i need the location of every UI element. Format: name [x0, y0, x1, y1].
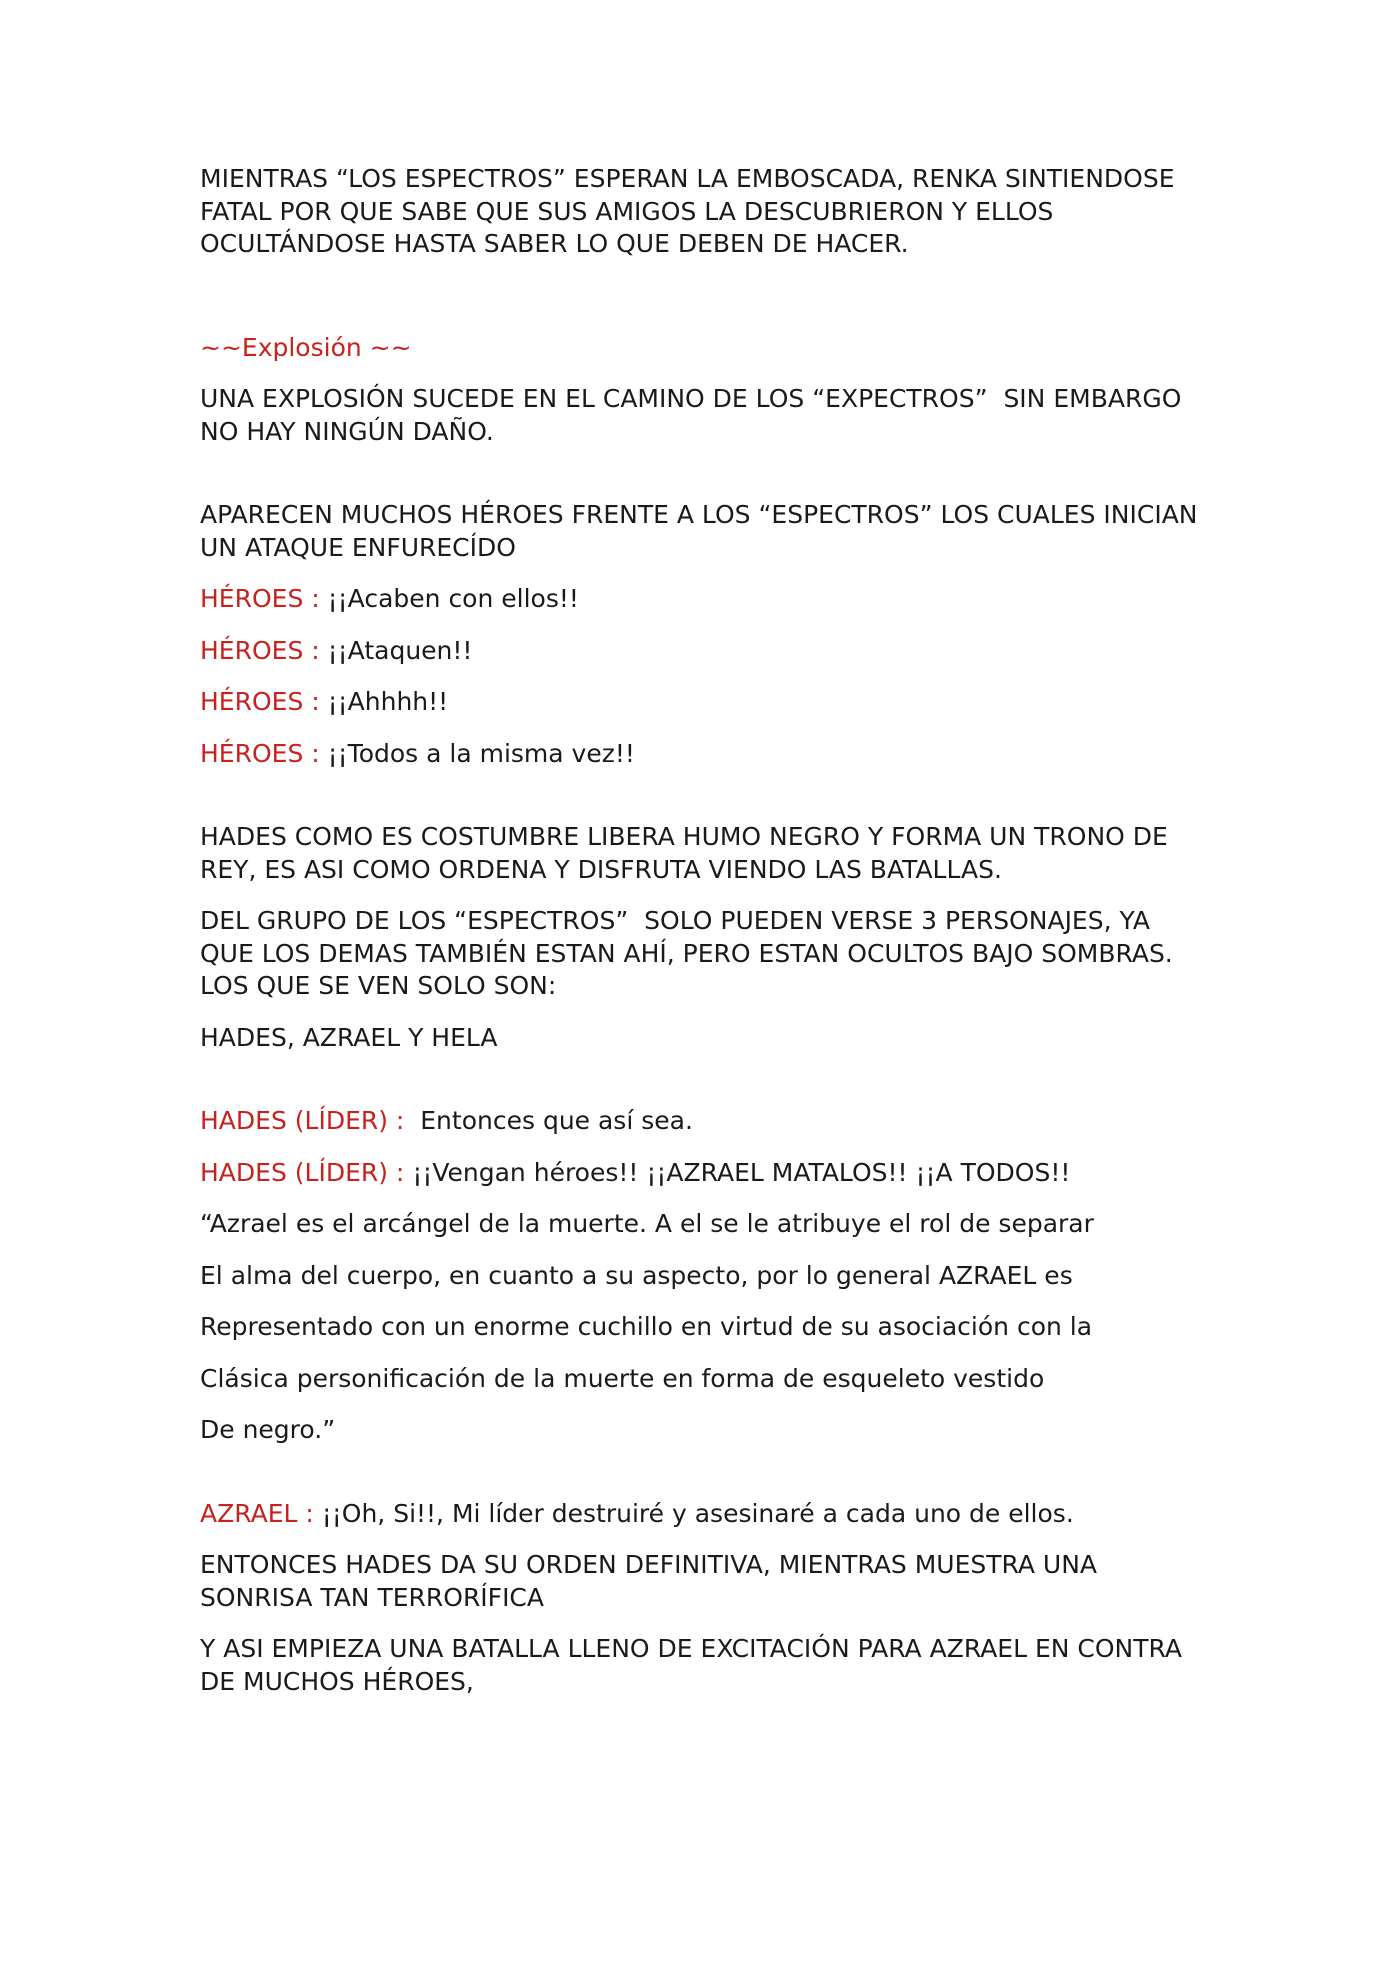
quote-line: De negro.”: [200, 1415, 336, 1444]
document-page: [200, 163, 1206, 1717]
quote-line: El alma del cuerpo, en cuanto a su aspecto, por lo general AZRAEL es: [200, 1260, 1073, 1290]
dialogue-text: ¡¡Ataquen!!: [327, 635, 473, 665]
dialogue-line: [200, 1157, 1200, 1190]
dialogue-line: [200, 583, 1200, 616]
dialogue-text: ¡¡Acaben con ellos!!: [327, 584, 579, 613]
dialogue-text: ¡¡Todos a la misma vez!!: [327, 738, 635, 768]
speaker-label: HÉROES :: [200, 738, 328, 768]
speaker-label: AZRAEL :: [200, 1498, 322, 1528]
explosion-paragraph: UNA EXPLOSIÓN SUCEDE EN EL CAMINO DE LOS “EXPECTROS” SIN EMBARGO NO HAY NINGÚN DAÑO.: [200, 384, 1190, 446]
dialogue-text: ¡¡Oh, Si!!, Mi líder destruiré y asesinaré a cada uno de ellos.: [321, 1498, 1074, 1528]
hades-throne-paragraph: HADES COMO ES COSTUMBRE LIBERA HUMO NEGRO Y FORMA UN TRONO DE REY, ES ASI COMO ORDENA Y DISFRUTA VIENDO LAS BATALLAS.: [200, 822, 1176, 884]
dialogue-text: ¡¡Ahhhh!!: [327, 687, 449, 716]
quote-line: Clásica personificación de la muerte en forma de esqueleto vestido: [200, 1363, 1045, 1393]
speaker-label: HÉROES :: [200, 635, 328, 665]
quote-line: “Azrael es el arcángel de la muerte. A el se le atribuye el rol de separar: [200, 1209, 1094, 1238]
dialogue-line: [200, 635, 1200, 668]
heroes-appear-paragraph: APARECEN MUCHOS HÉROES FRENTE A LOS “ESPECTROS” LOS CUALES INICIAN UN ATAQUE ENFURECÍDO: [200, 500, 1206, 562]
speaker-label: HADES (LÍDER) :: [200, 1106, 421, 1135]
speaker-label: HADES (LÍDER) :: [200, 1157, 413, 1187]
dialogue-line: [200, 738, 1200, 771]
intro-paragraph: MIENTRAS “LOS ESPECTROS” ESPERAN LA EMBOSCADA, RENKA SINTIENDOSE FATAL POR QUE SABE QUE SUS AMIGOS LA DESCUBRIERON Y ELLOS OCULTÁNDOSE HASTA SABER LO QUE DEBEN DE HACER.: [200, 164, 1183, 258]
dialogue-line: [200, 686, 1200, 719]
group-visible-paragraph: DEL GRUPO DE LOS “ESPECTROS” SOLO PUEDEN VERSE 3 PERSONAJES, YA QUE LOS DEMAS TAMBIÉN ESTAN AHÍ, PERO ESTAN OCULTOS BAJO SOMBRAS. LOS QUE SE VEN SOLO SON:: [200, 906, 1181, 1000]
dialogue-text: ¡¡Vengan héroes!! ¡¡AZRAEL MATALOS!! ¡¡A TODOS!!: [412, 1157, 1071, 1187]
dialogue-line: [200, 1105, 1200, 1138]
dialogue-text: Entonces que así sea.: [420, 1106, 693, 1135]
sound-effect: ~~Explosión ~~: [200, 332, 412, 362]
quote-line: Representado con un enorme cuchillo en virtud de su asociación con la: [200, 1312, 1093, 1341]
speaker-label: HÉROES :: [200, 687, 328, 716]
battle-begins-paragraph: Y ASI EMPIEZA UNA BATALLA LLENO DE EXCITACIÓN PARA AZRAEL EN CONTRA DE MUCHOS HÉROES,: [200, 1634, 1190, 1696]
dialogue-line: [200, 1498, 1200, 1531]
final-order-paragraph: ENTONCES HADES DA SU ORDEN DEFINITIVA, MIENTRAS MUESTRA UNA SONRISA TAN TERRORÍFICA: [200, 1550, 1105, 1612]
names-paragraph: HADES, AZRAEL Y HELA: [200, 1022, 498, 1052]
speaker-label: HÉROES :: [200, 584, 328, 613]
